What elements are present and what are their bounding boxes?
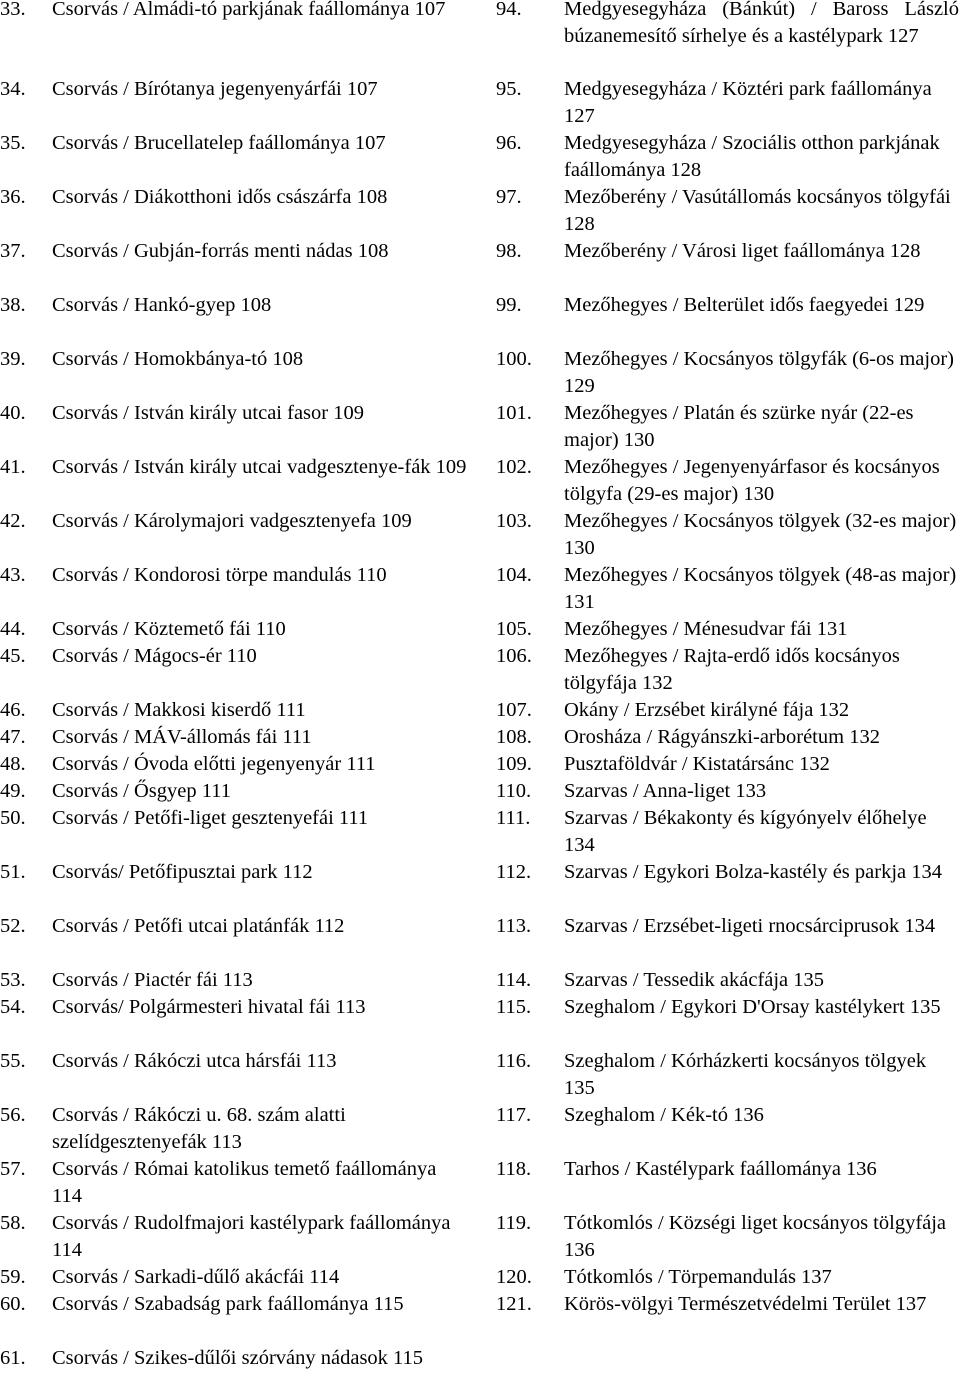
item-text: Mezőhegyes / Kocsányos tölgyek (32-es major) 130 [564, 510, 957, 559]
item-text: Szeghalom / Egykori D'Orsay kastélykert 135 [564, 996, 941, 1018]
item-number: 101. [496, 402, 532, 424]
item-text: Csorvás / Szikes-dűlői szórvány nádasok 115 [52, 1347, 424, 1369]
item-text: Csorvás / István király utcai vadgesztenye-fák 109 [52, 456, 467, 478]
item-text: Mezőhegyes / Belterület idős faegyedei 129 [564, 294, 925, 316]
item-number: 56. [0, 1104, 26, 1126]
item-number: 34. [0, 78, 26, 100]
item-text: Szarvas / Békakonty és kígyónyelv élőhelye 134 [564, 807, 927, 856]
item-number: 61. [0, 1347, 26, 1369]
item-number: 53. [0, 969, 26, 991]
item-number: 99. [496, 294, 522, 316]
item-number: 59. [0, 1266, 26, 1288]
item-text: Szarvas / Egykori Bolza-kastély és parkja 134 [564, 861, 942, 883]
item-text: Csorvás / Petőfi-liget gesztenyefái 111 [52, 807, 369, 829]
item-text: Csorvás/ Polgármesteri hivatal fái 113 [52, 996, 366, 1018]
item-number: 102. [496, 456, 532, 478]
item-text: Csorvás / Ősgyep 111 [52, 780, 231, 802]
item-number: 117. [496, 1104, 532, 1126]
item-text: Csorvás / MÁV-állomás fái 111 [52, 726, 312, 748]
item-number: 107. [496, 699, 532, 721]
item-number: 98. [496, 240, 522, 262]
item-number: 33. [0, 0, 26, 20]
item-number: 42. [0, 510, 26, 532]
item-number: 54. [0, 996, 26, 1018]
item-number: 55. [0, 1050, 26, 1072]
item-text: Csorvás/ Petőfipusztai park 112 [52, 861, 313, 883]
item-text: Mezőhegyes / Rajta-erdő idős kocsányos tölgyfája 132 [564, 645, 900, 694]
item-number: 112. [496, 861, 532, 883]
item-text: Mezőberény / Városi liget faállománya 128 [564, 240, 921, 262]
item-text: Szeghalom / Kék-tó 136 [564, 1104, 764, 1126]
item-number: 115. [496, 996, 532, 1018]
item-text: Csorvás / István király utcai fasor 109 [52, 402, 364, 424]
item-number: 110. [496, 780, 532, 802]
item-text: Csorvás / Petőfi utcai platánfák 112 [52, 915, 345, 937]
item-number: 38. [0, 294, 26, 316]
item-number: 57. [0, 1158, 26, 1180]
item-text: Csorvás / Kondorosi törpe mandulás 110 [52, 564, 387, 586]
item-number: 118. [496, 1158, 532, 1180]
item-text: Medgyesegyháza / Szociális otthon parkjának faállománya 128 [564, 132, 940, 181]
item-number: 100. [496, 348, 532, 370]
item-text: Medgyesegyháza / Köztéri park faállománya 127 [564, 78, 932, 127]
item-text: Tótkomlós / Törpemandulás 137 [564, 1266, 832, 1288]
item-number: 39. [0, 348, 26, 370]
item-number: 103. [496, 510, 532, 532]
item-text: Csorvás / Szabadság park faállománya 115 [52, 1293, 404, 1315]
item-text: Csorvás / Köztemető fái 110 [52, 618, 286, 640]
item-text: Csorvás / Brucellatelep faállománya 107 [52, 132, 386, 154]
item-text: Mezőhegyes / Ménesudvar fái 131 [564, 618, 848, 640]
item-number: 114. [496, 969, 532, 991]
item-text: Medgyesegyháza (Bánkút) / Baross László búzanemesítő sírhelye és a kastélypark 127 [564, 0, 959, 47]
item-number: 97. [496, 186, 522, 208]
item-number: 106. [496, 645, 532, 667]
item-text: Csorvás / Rákóczi utca hársfái 113 [52, 1050, 337, 1072]
item-number: 111. [496, 807, 531, 829]
item-number: 50. [0, 807, 26, 829]
item-text: Csorvás / Bírótanya jegenyenyárfái 107 [52, 78, 378, 100]
item-number: 60. [0, 1293, 26, 1315]
item-text: Tótkomlós / Községi liget kocsányos tölgyfája 136 [564, 1212, 947, 1261]
item-text: Szeghalom / Kórházkerti kocsányos tölgyek 135 [564, 1050, 927, 1099]
item-number: 105. [496, 618, 532, 640]
item-number: 51. [0, 861, 26, 883]
item-number: 108. [496, 726, 532, 748]
item-number: 116. [496, 1050, 532, 1072]
item-number: 104. [496, 564, 532, 586]
item-number: 95. [496, 78, 522, 100]
item-text: Körös-völgyi Természetvédelmi Terület 137 [564, 1293, 927, 1315]
item-text: Csorvás / Óvoda előtti jegenyenyár 111 [52, 753, 376, 775]
item-number: 48. [0, 753, 26, 775]
item-text: Szarvas / Tessedik akácfája 135 [564, 969, 825, 991]
item-number: 36. [0, 186, 26, 208]
item-text: Csorvás / Gubján-forrás menti nádas 108 [52, 240, 389, 262]
item-text: Pusztaföldvár / Kistatársánc 132 [564, 753, 830, 775]
item-text: Csorvás / Almádi-tó parkjának faállománya 107 [52, 0, 446, 20]
item-text: Mezőhegyes / Kocsányos tölgyfák (6-os major) 129 [564, 348, 954, 397]
item-text: Csorvás / Mágocs-ér 110 [52, 645, 257, 667]
item-text: Csorvás / Római katolikus temető faállománya 114 [52, 1158, 437, 1207]
item-text: Mezőberény / Vasútállomás kocsányos tölgyfái 128 [564, 186, 951, 235]
item-number: 96. [496, 132, 522, 154]
item-text: Mezőhegyes / Jegenyenyárfasor és kocsányos tölgyfa (29-es major) 130 [564, 456, 940, 505]
item-text: Tarhos / Kastélypark faállománya 136 [564, 1158, 877, 1180]
item-number: 49. [0, 780, 26, 802]
item-number: 37. [0, 240, 26, 262]
item-text: Csorvás / Homokbánya-tó 108 [52, 348, 304, 370]
item-number: 45. [0, 645, 26, 667]
item-text: Csorvás / Sarkadi-dűlő akácfái 114 [52, 1266, 340, 1288]
item-text: Csorvás / Diákotthoni idős császárfa 108 [52, 186, 388, 208]
item-number: 58. [0, 1212, 26, 1234]
item-number: 109. [496, 753, 532, 775]
item-number: 46. [0, 699, 26, 721]
item-number: 43. [0, 564, 26, 586]
item-text: Csorvás / Piactér fái 113 [52, 969, 253, 991]
item-text: Szarvas / Anna-liget 133 [564, 780, 767, 802]
item-text: Csorvás / Károlymajori vadgesztenyefa 109 [52, 510, 412, 532]
item-number: 113. [496, 915, 532, 937]
item-number: 52. [0, 915, 26, 937]
item-text: Csorvás / Makkosi kiserdő 111 [52, 699, 306, 721]
item-text: Mezőhegyes / Platán és szürke nyár (22-es major) 130 [564, 402, 914, 451]
item-number: 47. [0, 726, 26, 748]
item-text: Okány / Erzsébet királyné fája 132 [564, 699, 850, 721]
item-text: Mezőhegyes / Kocsányos tölgyek (48-as major) 131 [564, 564, 957, 613]
item-number: 120. [496, 1266, 532, 1288]
item-text: Csorvás / Rudolfmajori kastélypark faállománya 114 [52, 1212, 451, 1261]
item-text: Csorvás / Rákóczi u. 68. szám alatti szelídgesztenyefák 113 [52, 1104, 346, 1153]
item-number: 40. [0, 402, 26, 424]
item-number: 35. [0, 132, 26, 154]
item-number: 94. [496, 0, 522, 20]
item-text: Szarvas / Erzsébet-ligeti rnocsárciprusok 134 [564, 915, 936, 937]
item-number: 121. [496, 1293, 532, 1315]
item-number: 119. [496, 1212, 532, 1234]
item-text: Orosháza / Rágyánszki-arborétum 132 [564, 726, 880, 748]
item-number: 41. [0, 456, 26, 478]
item-text: Csorvás / Hankó-gyep 108 [52, 294, 272, 316]
item-number: 44. [0, 618, 26, 640]
